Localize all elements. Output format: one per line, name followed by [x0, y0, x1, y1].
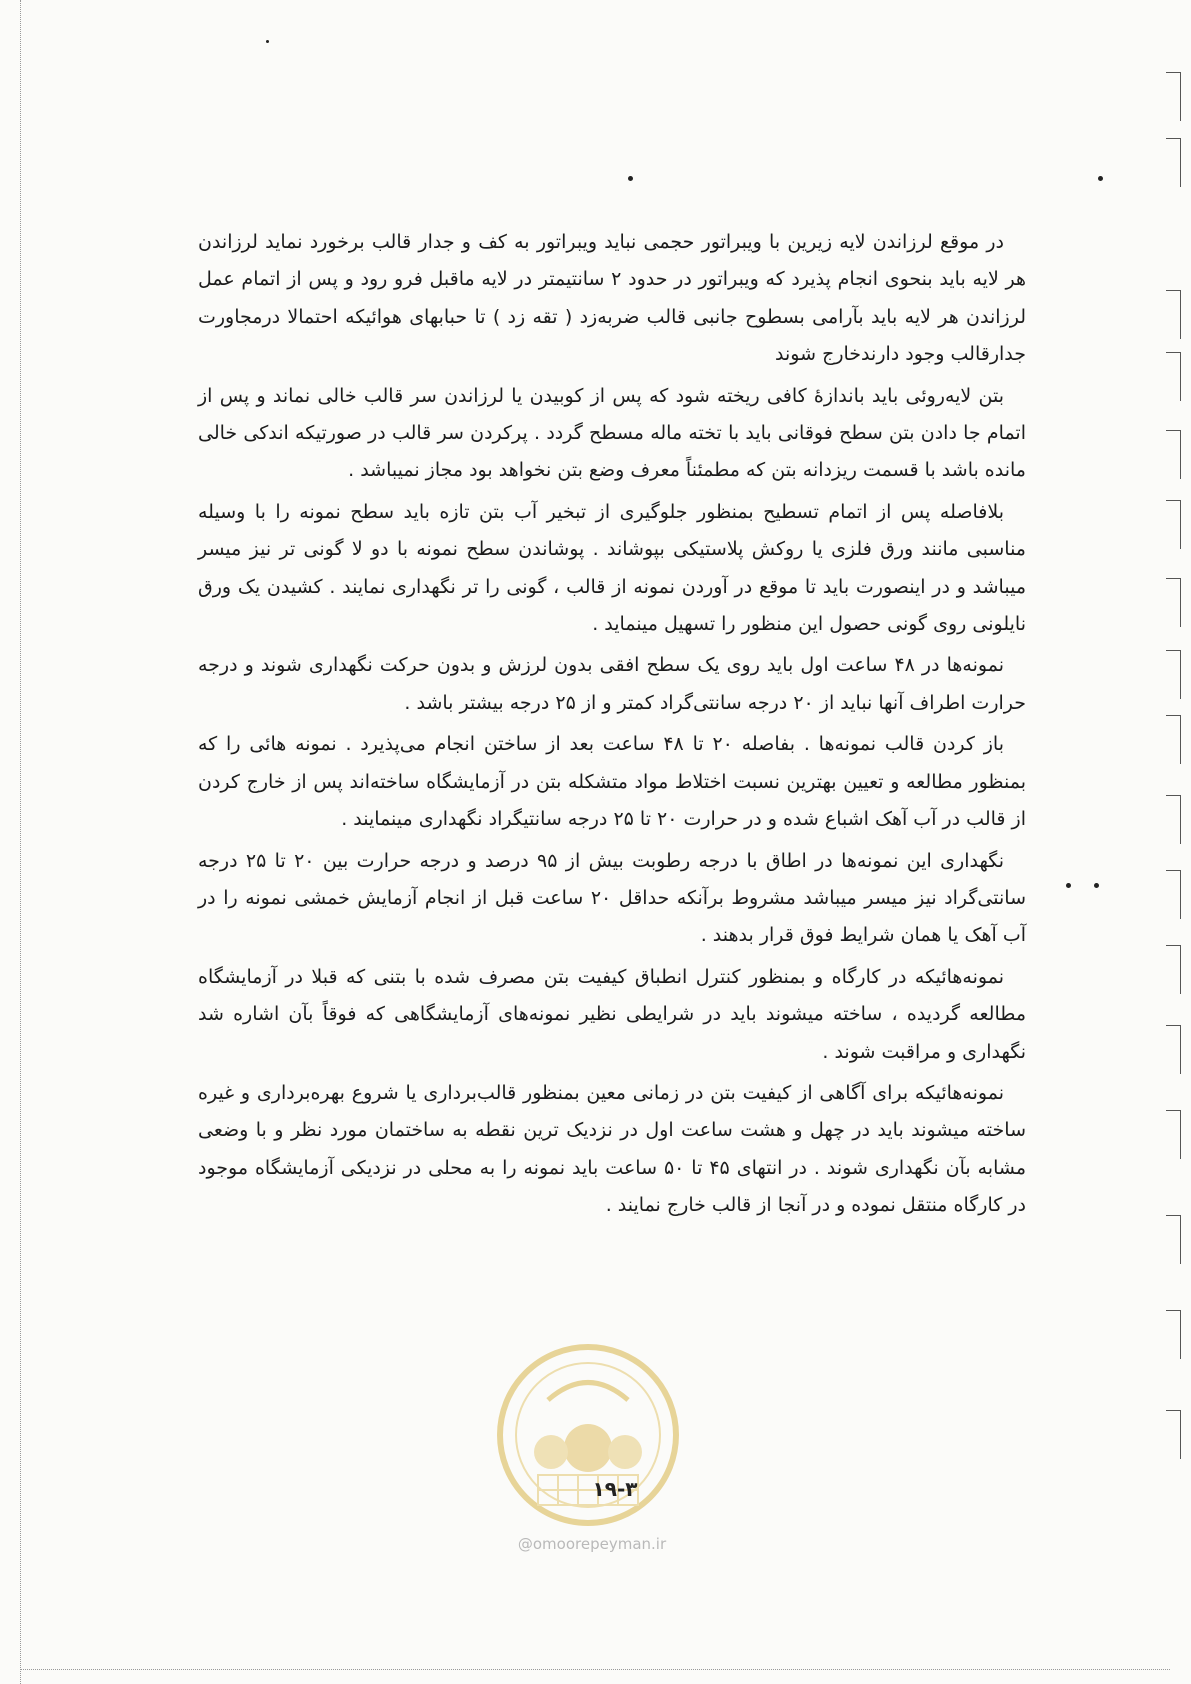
paragraph-6: نگهداری این نمونه‌ها در اطاق با درجه رطوبت بیش از ۹۵ درصد و درجه حرارت بین ۲۰ تا ۲۵ درجه سانتی‌گراد نیز میسر میباشد مشروط برآنکه حداقل ۲۰ ساعت قبل از انجام آزمایش خمشی نمونه را در آب آهک یا همان شرایط فوق قرار بدهند .: [198, 849, 1026, 947]
scan-edge-left: [20, 0, 21, 1684]
margin-bracket: [1166, 500, 1181, 549]
paragraph-1: در موقع لرزاندن لایه زیرین با ویبراتور حجمی نباید ویبراتور به کف و جدار قالب برخورد نماید لرزاندن هر لایه باید بنحوی انجام پذیرد که ویبراتور در حدود ۲ سانتیمتر در لایه ماقبل فرو رود و پس از اتمام عمل لرزاندن هر لایه باید بآرامی بسطوح جانبی قالب ضربه‌زد ( تقه زد ) تا حبابهای هوائیکه احتمالا درمجاورت جدارقالب وجود دارندخارج شوند: [198, 231, 1027, 366]
paragraph-7: نمونه‌هائیکه در کارگاه و بمنظور کنترل انطباق کیفیت بتن مصرف شده با بتنی که قبلا در آزمایشگاه مطالعه گردیده ، ساخته میشوند باید در شرایطی نظیر نمونه‌های آزمایشگاهی که فوقاً بآن اشاره شد نگهداری و مراقبت شوند .: [198, 965, 1026, 1063]
paragraph-5: باز کردن قالب نمونه‌ها . بفاصله ۲۰ تا ۴۸ ساعت بعد از ساختن انجام می‌پذیرد . نمونه هائی را که بمنظور مطالعه و تعیین بهترین نسبت اختلاط مواد متشکله بتن در آزمایشگاه ساخته‌اند پس از خارج کردن از قالب در آب آهک اشباع شده و در حرارت ۲۰ تا ۲۵ درجه سانتیگراد نگهداری مینمایند .: [198, 733, 1026, 831]
margin-bracket: [1166, 1410, 1181, 1459]
margin-bracket: [1166, 72, 1181, 121]
paragraph-2: بتن لایه‌روئی باید باندازهٔ کافی ریخته شود که پس از کوبیدن یا لرزاندن سر قالب خالی نماند و پس از اتمام جا دادن بتن سطح فوقانی باید با تخته ماله مسطح گردد . پرکردن سر قالب در صورتیکه اندکی خالی مانده باشد با قسمت ریزدانه بتن که مطمئناً معرف وضع بتن نخواهد بود مجاز نمیباشد .: [198, 384, 1026, 482]
paragraph-4: نمونه‌ها در ۴۸ ساعت اول باید روی یک سطح افقی بدون لرزش و بدون حرکت نگهداری شوند و درجه حرارت اطراف آنها نباید از ۲۰ درجه سانتی‌گراد کمتر و از ۲۵ درجه بیشتر باشد .: [198, 654, 1026, 714]
margin-bracket: [1166, 430, 1181, 479]
seal-logo-icon: [493, 1340, 683, 1530]
paragraph-3: بلافاصله پس از اتمام تسطیح بمنظور جلوگیری از تبخیر آب بتن تازه باید سطح نمونه را با وسیله مناسبی مانند ورق فلزی یا روکش پلاستیکی بپوشاند . پوشاندن سطح نمونه با دو لا گونی تر نیز میسر میباشد و در اینصورت باید تا موقع در آوردن نمونه از قالب ، گونی را تر نگهداری نمایند . کشیدن یک ورق نایلونی روی گونی حصول این منظور را تسهیل مینماید .: [198, 500, 1026, 636]
speck: [266, 40, 269, 43]
page-number: ۱۹-۳: [592, 1477, 638, 1501]
scan-edge-bottom: [20, 1669, 1170, 1670]
margin-bracket: [1166, 870, 1181, 919]
margin-bracket: [1166, 578, 1181, 627]
margin-bracket: [1166, 290, 1181, 339]
margin-bracket: [1166, 795, 1181, 844]
margin-bracket: [1166, 1310, 1181, 1359]
margin-bracket: [1166, 138, 1181, 187]
margin-bracket: [1166, 1110, 1181, 1159]
margin-bracket: [1166, 945, 1181, 994]
margin-bracket: [1166, 715, 1181, 764]
paragraph-8: نمونه‌هائیکه برای آگاهی از کیفیت بتن در زمانی معین بمنظور قالب‌برداری یا شروع بهره‌برداری و غیره ساخته میشوند باید در چهل و هشت ساعت اول در نزدیک ترین نقطه به ساختمان مورد نظر و با وضعی مشابه بآن نگهداری شوند . در انتهای ۴۵ تا ۵۰ ساعت باید نمونه را به محلی در نزدیکی آزمایشگاه موجود در کارگاه منتقل نموده و در آنجا از قالب خارج نمایند .: [198, 1081, 1027, 1217]
speck: [628, 176, 633, 181]
margin-bracket-marks: [1131, 0, 1191, 1684]
margin-bracket: [1166, 1215, 1181, 1264]
body-text: [198, 224, 1026, 1229]
margin-bracket: [1166, 650, 1181, 699]
watermark-caption: @omoorepeyman.ir: [517, 1535, 667, 1553]
margin-bracket: [1166, 1025, 1181, 1074]
speck: [1098, 176, 1103, 181]
speck: [1066, 883, 1071, 888]
speck: [1094, 883, 1099, 888]
margin-bracket: [1166, 352, 1181, 401]
